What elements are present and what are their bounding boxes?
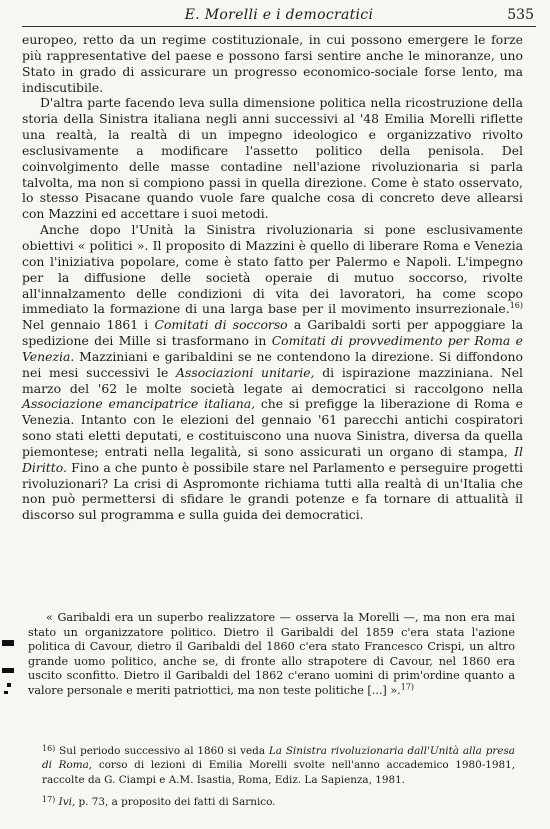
footnote-ref-17: 17) [400,682,415,692]
margin-mark [2,668,14,673]
page-header [22,6,536,27]
footnote-ref-16: 16) [509,301,523,311]
paragraph-3-text-a: Anche dopo l'Unità la Sinistra rivoluzionaria si pone esclusivamente obiettivi « politici ». Il proposito di Mazzini è quello di liberare Roma e Venezia con l'iniziativa popolare, come è stato fatto per Palermo e Napoli. L'impegno per la diffusione delle società operaie di mutuo soccorso, rivolte all'innalzamento delle condizioni di vita dei lavoratori, ha come scopo immediato la formazione di una larga base per il movimento insurrezionale. [22,222,523,317]
footnote-16-title: La Sinistra rivoluzionaria dall'Unità alla presa di Roma, [42,745,515,772]
italic-il-diritto: Il Diritto. [22,443,523,475]
footnotes [42,742,515,816]
footnote-17-number: 17) [42,795,56,805]
quote-paragraph [28,611,515,699]
paragraph-2: D'altra parte facendo leva sulla dimensione politica nella ricostruzione della storia della Sinistra italiana negli anni successivi al '48 Emilia Morelli riflette una realtà, la realtà di un impegno ideologico e organizzativo rivolto esclusivamente a modificare l'assetto politico della penisola. Del coinvolgimento delle masse contadine nell'azione rivoluzionaria si parla talvolta, ma non si compiono passi in quella direzione. Come è stato osservato, lo stesso Pisacane quando vuole fare qualche cosa di concreto deve allearsi con Mazzini ed accettare i suoi metodi. [22,95,523,222]
main-text [22,32,523,523]
footnote-17-text: p. 73, a proposito dei fatti di Sarnico. [75,796,276,809]
margin-mark [7,683,11,687]
paragraph-3-text-f: che si prefigge la liberazione di Roma e Venezia. Intanto con le elezioni del gennaio '61 parecchi antichi cospiratori sono stati eletti deputati, e costituiscono una nuova Sinistra, diversa da quella piemontese; entrati nella legalità, si sono assicurati un organo di stampa, [22,396,524,459]
footnote-16-number: 16) [42,744,56,753]
quote-text: « Garibaldi era un superbo realizzatore — osserva la Morelli —, ma non era mai stato un organizzatore politico. Dietro il Garibaldi del 1859 c'era stata l'azione politica di Cavour, dietro il Garibaldi del 1860 c'era stato Francesco Crispi, un altro grande uomo politico, anche se, di fronte allo strapotere di Cavour, nel 1860 era uscito sconfitto. Dietro il Garibaldi del 1862 c'erano uomini di prim'ordine quanto a valore personale e meriti patriottici, ma non teste politiche [...] ». [28,611,515,697]
paragraph-3-text-d: Mazziniani e garibaldini se ne contendono la direzione. Si diffondono nei mesi successivi le [22,348,523,380]
italic-comitati-soccorso: Comitati di soccorso [154,317,288,333]
paragraph-3-text-c: a Garibaldi sorti per appoggiare la spedizione dei Mille si trasformano in [22,317,523,349]
italic-associazioni-unitarie: Associazioni unitarie, [176,364,315,380]
footnote-17 [42,793,515,809]
paragraph-3-text-b: Nel gennaio 1861 i [22,317,155,333]
paragraph-1: europeo, retto da un regime costituzionale, in cui possono emergere le forze più rappresentative del paese e possono farsi sentire anche le minoranze, uno Stato in grado di assicurare un progresso economico-sociale forse lento, ma indiscutibile. [22,32,523,95]
footnote-16-text-a: Sul periodo successivo al 1860 si veda [55,745,269,757]
italic-comitati-provvedimento: Comitati di provvedimento per Roma e Venezia. [22,333,523,364]
italic-associazione-emancipatrice: Associazione emancipatrice italiana, [22,396,256,412]
footnote-16-text-b: corso di lezioni di Emilia Morelli svolte nell'anno accademico 1980-1981, raccolte da G. Ciampi e A.M. Isastia, Roma, Ediz. La Sapienza, 1981. [42,759,515,786]
running-title: E. Morelli e i democratici [184,7,374,23]
margin-mark [2,640,14,646]
footnote-16 [42,742,515,787]
paragraph-3-text-g: Fino a che punto è possibile stare nel Parlamento e perseguire progetti rivoluzionari? La crisi di Aspromonte richiama tutti alla realtà di un'Italia che non può permettersi di sfidare le grandi potenze e fa tornare di attualità il discorso sul programma e sulla guida dei democratici. [22,459,523,523]
page-number: 535 [507,7,534,23]
margin-marks [2,640,16,694]
footnote-17-ivi: Ivi, [55,796,76,809]
block-quote [28,611,515,699]
paragraph-3-text-e: di ispirazione mazziniana. Nel marzo del '62 le molte società legate ai democratici si raccolgono nella [22,364,523,396]
paragraph-3 [22,222,523,523]
margin-mark [4,691,8,694]
